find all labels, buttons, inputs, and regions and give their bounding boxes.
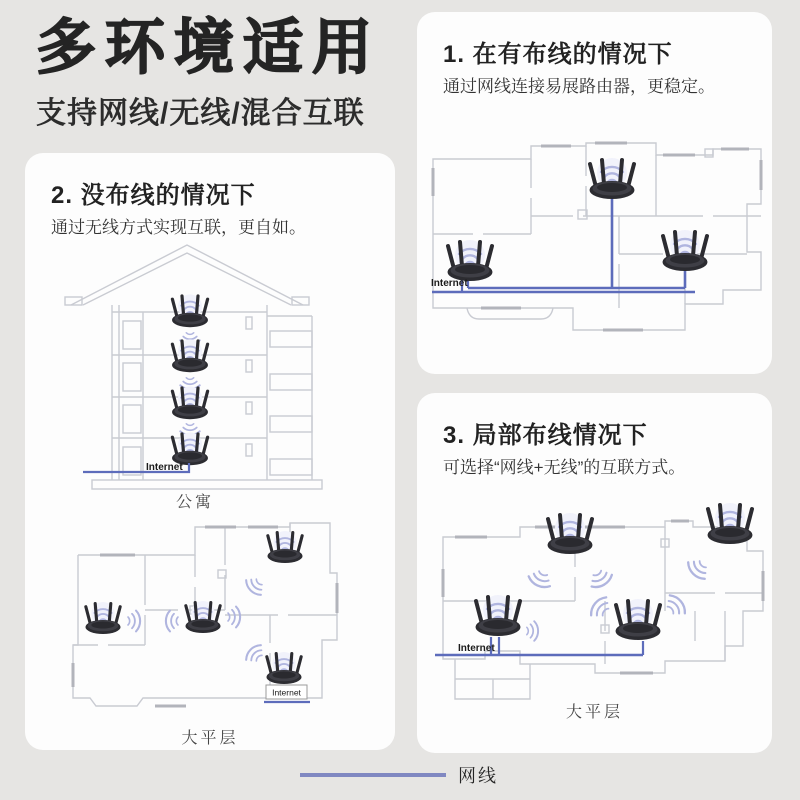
internet-label: Internet xyxy=(431,278,468,289)
wifi-signal-icon xyxy=(166,611,178,632)
floorplan-walls xyxy=(433,143,761,330)
router-icon xyxy=(448,240,493,281)
wifi-signal-icon xyxy=(128,611,140,632)
hybrid-floorplan-diagram xyxy=(425,481,765,706)
page-title: 多环境适用 xyxy=(36,14,381,81)
internet-label: Internet xyxy=(272,687,301,698)
router-icon xyxy=(616,599,661,640)
apartment-building-diagram xyxy=(43,241,377,503)
page-header xyxy=(36,16,381,132)
wired-floorplan-diagram xyxy=(423,104,767,368)
wifi-signal-icon xyxy=(228,607,240,628)
cable-legend xyxy=(300,762,498,788)
card-wireless-title: 2. 没布线的情况下 xyxy=(51,182,256,209)
wifi-signal-icon xyxy=(588,594,613,621)
wifi-signal-icon xyxy=(527,568,554,590)
router-icon xyxy=(172,386,208,419)
wifi-signal-icon xyxy=(243,642,266,665)
internet-label: Internet xyxy=(146,462,183,473)
cable-legend-label: 网线 xyxy=(458,766,498,786)
internet-label: Internet xyxy=(458,643,495,654)
flat-caption: 大平层 xyxy=(181,730,239,747)
wireless-floorplan-diagram xyxy=(40,515,380,720)
wifi-signal-icon xyxy=(587,567,614,591)
card-hybrid-title: 3. 局部布线情况下 xyxy=(443,422,648,449)
wifi-signal-icon xyxy=(243,574,266,597)
ethernet-cable-line xyxy=(491,637,643,655)
building-caption: 公寓 xyxy=(175,494,214,511)
card-hybrid-desc: 可选择“网线+无线”的互联方式。 xyxy=(443,458,686,477)
router-icon xyxy=(172,294,208,327)
wifi-signal-icon xyxy=(685,556,711,582)
flat-caption: 大平层 xyxy=(565,704,623,721)
internet-tag xyxy=(264,685,310,702)
router-icon xyxy=(266,652,301,684)
router-icon xyxy=(267,531,302,563)
router-icon xyxy=(590,158,635,199)
card-wireless-desc: 通过无线方式实现互联，更自如。 xyxy=(51,218,306,237)
router-icon xyxy=(172,339,208,372)
wifi-signal-icon xyxy=(663,592,688,619)
page-subtitle: 支持网线/无线/混合互联 xyxy=(36,97,365,130)
wifi-signal-icon xyxy=(527,621,538,641)
card-wired-desc: 通过网线连接易展路由器，更稳定。 xyxy=(443,77,715,96)
router-icon xyxy=(663,230,708,271)
card-wired-scenario xyxy=(417,12,772,374)
router-icon xyxy=(85,602,120,634)
router-icon xyxy=(708,503,753,544)
router-icon xyxy=(548,513,593,554)
card-wireless-scenario xyxy=(25,153,395,750)
card-wired-title: 1. 在有布线的情况下 xyxy=(443,41,673,68)
card-hybrid-scenario xyxy=(417,393,772,753)
cable-legend-line xyxy=(300,773,446,777)
